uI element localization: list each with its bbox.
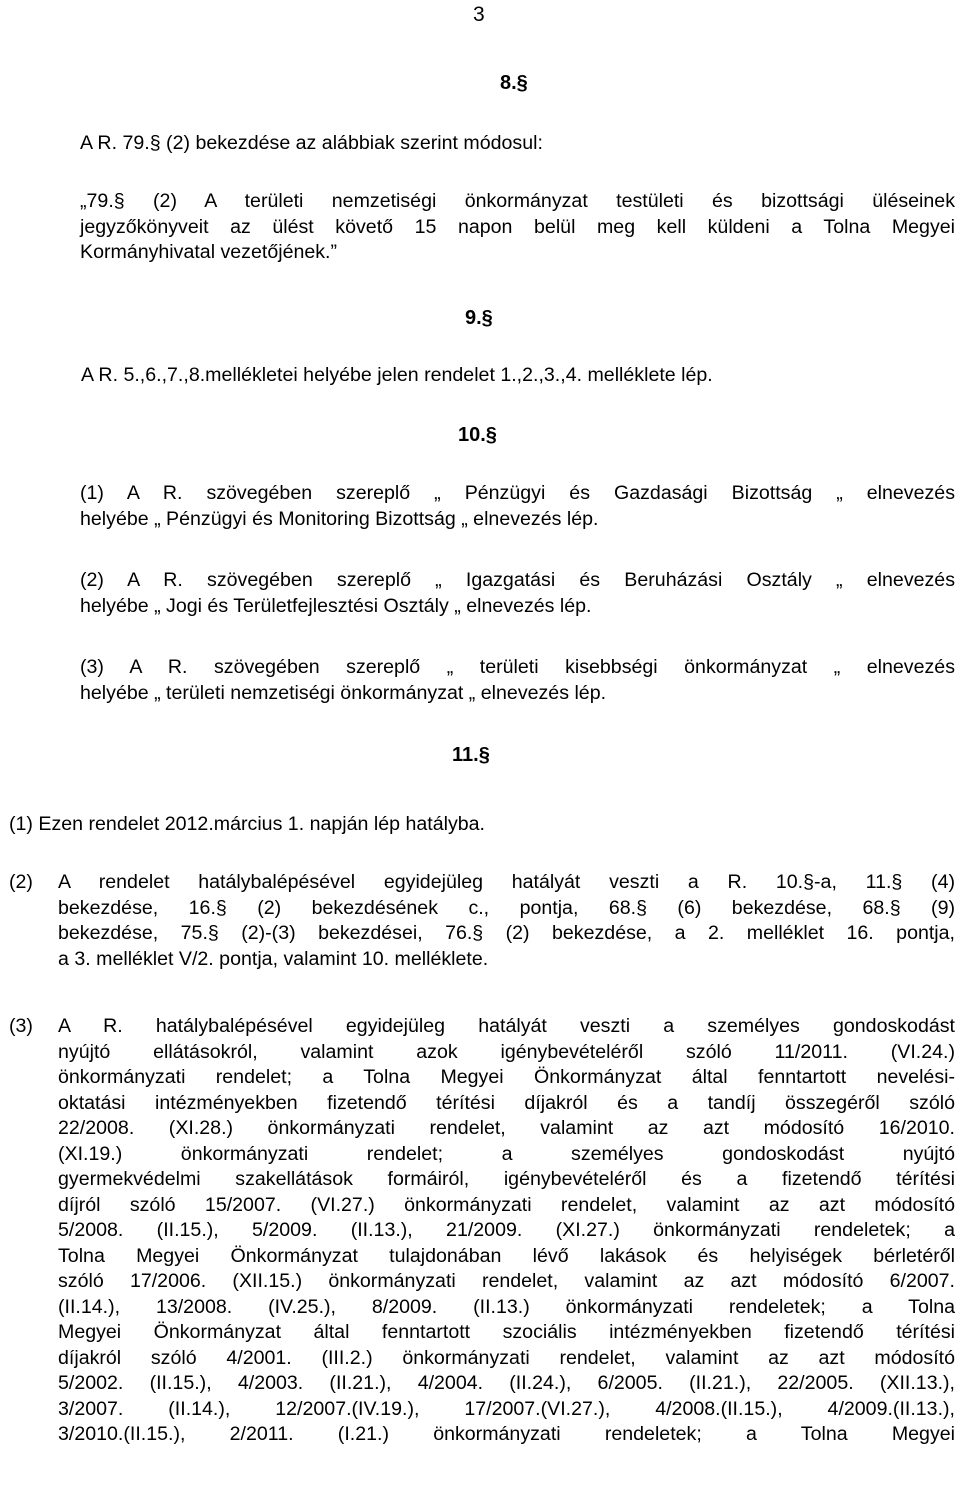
section-8-heading: 8.§ [500, 72, 528, 94]
text-line: 3/2010.(II.15.), 2/2011. (I.21.) önkormányzati rendeletek; a Tolna Megyei [58, 1423, 955, 1445]
text-line: a 3. melléklet V/2. pontja, valamint 10. melléklete. [58, 947, 489, 970]
text-line: A R. hatálybalépésével egyidejüleg hatályát veszti a személyes gondoskodást [58, 1015, 955, 1037]
text-line: (II.14.), 13/2008. (IV.25.), 8/2009. (II.13.) önkormányzati rendeletek; a Tolna [58, 1295, 955, 1318]
text-line: helyébe „ területi nemzetiségi önkormányzat „ elnevezés lép. [80, 681, 607, 704]
text-line: jegyzőkönyveit az ülést követő 15 napon belül meg kell küldeni a Tolna Megyei [80, 215, 955, 238]
page-number: 3 [473, 3, 485, 26]
text-line: helyébe „ Pénzügyi és Monitoring Bizottság „ elnevezés lép. [80, 507, 599, 530]
text-line: 22/2008. (XI.28.) önkormányzati rendelet, valamint az azt módosító 16/2010. [58, 1117, 955, 1139]
text-line: (3) A R. szövegében szereplő „ területi kisebbségi önkormányzat „ elnevezés [80, 656, 955, 678]
text-line: gyermekvédelmi szakellátások formáiról, igénybevételéről és a fizetendő térítési [58, 1168, 955, 1190]
text-line: A rendelet hatálybalépésével egyidejüleg hatályát veszti a R. 10.§-a, 11.§ (4) [58, 871, 955, 893]
text-line: önkormányzati rendelet; a Tolna Megyei Önkormányzat által fenntartott nevelési- [58, 1066, 955, 1088]
section-10-paragraph-3 [80, 655, 955, 706]
section-8-quote [80, 189, 955, 266]
text-line: Tolna Megyei Önkormányzat tulajdonában lévő lakások és helyiségek bérletéről [58, 1244, 955, 1267]
section-9-heading: 9.§ [465, 307, 493, 329]
text-line: (2) A R. szövegében szereplő „ Igazgatási és Beruházási Osztály „ elnevezés [80, 569, 955, 591]
text-line: (XI.19.) önkormányzati rendelet; a személyes gondoskodást nyújtó [58, 1142, 955, 1165]
text-line: „79.§ (2) A területi nemzetiségi önkormányzat testületi és bizottsági üléseinek [80, 190, 955, 212]
paragraph-number: (3) [9, 1015, 33, 1037]
text-line: díjról szóló 15/2007. (VI.27.) önkormányzati rendelet, valamint az azt módosító [58, 1193, 955, 1216]
paragraph-number: (2) [9, 871, 33, 893]
section-9-text: A R. 5.,6.,7.,8.mellékletei helyébe jelen rendelet 1.,2.,3.,4. melléklete lép. [81, 364, 713, 386]
text-line: díjakról szóló 4/2001. (III.2.) önkormányzati rendelet, valamint az azt módosító [58, 1346, 955, 1369]
text-line: nyújtó ellátásokról, valamint azok igénybevételéről szóló 11/2011. (VI.24.) [58, 1040, 955, 1063]
section-8-intro: A R. 79.§ (2) bekezdése az alábbiak szerint módosul: [80, 132, 543, 154]
text-line: szóló 17/2006. (XII.15.) önkormányzati rendelet, valamint az azt módosító 6/2007. [58, 1270, 955, 1292]
text-line: oktatási intézményekben fizetendő térítési díjakról és a tandíj összegéről szóló [58, 1091, 955, 1114]
text-line: Megyei Önkormányzat által fenntartott szociális intézményekben fizetendő térítési [58, 1321, 955, 1343]
section-10-heading: 10.§ [458, 424, 497, 446]
text-line: bekezdése, 75.§ (2)-(3) bekezdései, 76.§ (2) bekezdése, a 2. melléklet 16. pontja, [58, 922, 955, 944]
text-line: 5/2008. (II.15.), 5/2009. (II.13.), 21/2009. (XI.27.) önkormányzati rendeletek; a [58, 1219, 955, 1241]
text-line: bekezdése, 16.§ (2) bekezdésének c., pontja, 68.§ (6) bekezdése, 68.§ (9) [58, 896, 955, 919]
section-10-paragraph-1 [80, 481, 955, 532]
section-10-paragraph-2 [80, 568, 955, 619]
section-11-paragraph-1: (1) Ezen rendelet 2012.március 1. napján lép hatályba. [9, 813, 485, 835]
text-line: Kormányhivatal vezetőjének.” [80, 241, 338, 263]
text-line: 3/2007. (II.14.), 12/2007.(IV.19.), 17/2007.(VI.27.), 4/2008.(II.15.), 4/2009.(II.13.), [58, 1397, 955, 1420]
text-line: (1) A R. szövegében szereplő „ Pénzügyi és Gazdasági Bizottság „ elnevezés [80, 482, 955, 504]
section-11-heading: 11.§ [452, 744, 490, 766]
text-line: helyébe „ Jogi és Területfejlesztési Osztály „ elnevezés lép. [80, 594, 592, 617]
text-line: 5/2002. (II.15.), 4/2003. (II.21.), 4/2004. (II.24.), 6/2005. (II.21.), 22/2005. (XII.13.), [58, 1372, 955, 1394]
